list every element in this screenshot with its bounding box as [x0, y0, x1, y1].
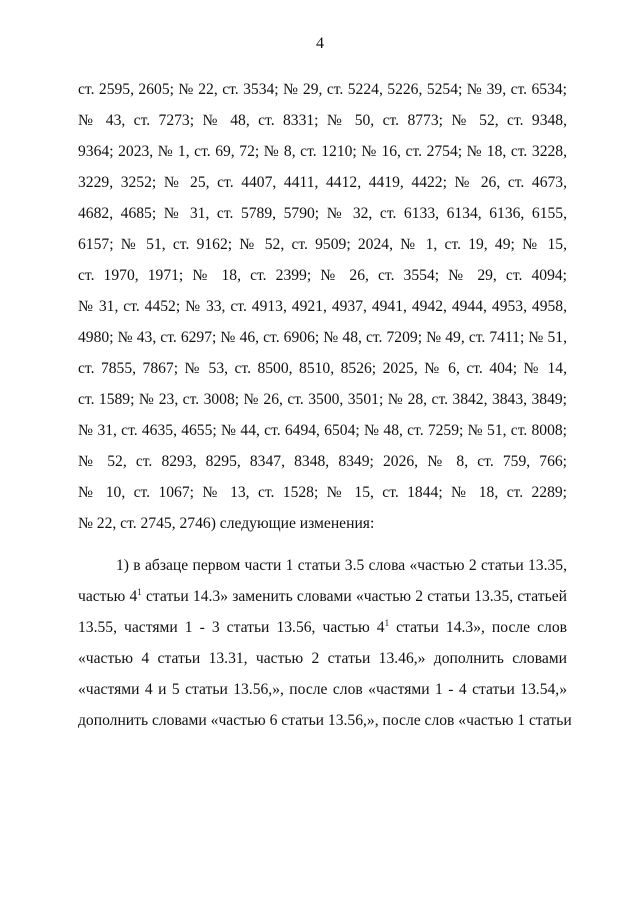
reference-line: № 43, ст. 7273; № 48, ст. 8331; № 50, ст. 8773; № 52, ст. 9348,	[78, 112, 567, 129]
amendment-line	[78, 615, 567, 646]
amendment-text: 13.55, частями 1 - 3 статьи 13.56, частью 4	[78, 619, 385, 636]
reference-line-last: № 22, ст. 2745, 2746) следующие изменения:	[78, 515, 375, 532]
amendment-line: 1) в абзаце первом части 1 статьи 3.5 слова «частью 2 статьи 13.35,	[116, 557, 567, 574]
superscript-index: 1	[384, 618, 390, 628]
reference-line: 4980; № 43, ст. 6297; № 46, ст. 6906; № 48, ст. 7209; № 49, ст. 7411; № 51,	[78, 329, 567, 346]
reference-line: ст. 1589; № 23, ст. 3008; № 26, ст. 3500, 3501; № 28, ст. 3842, 3843, 3849;	[78, 391, 567, 408]
reference-line: ст. 1970, 1971; № 18, ст. 2399; № 26, ст. 3554; № 29, ст. 4094;	[78, 267, 567, 284]
amendment-line: «частью 4 статьи 13.31, частью 2 статьи 13.46,» дополнить словами	[78, 650, 567, 667]
reference-line: № 31, ст. 4635, 4655; № 44, ст. 6494, 6504; № 48, ст. 7259; № 51, ст. 8008;	[78, 422, 567, 439]
amendment-text: статьи 14.3» заменить словами «частью 2 статьи 13.35, статьей	[141, 588, 567, 605]
amendment-line: «частями 4 и 5 статьи 13.56,», после слов «частями 1 - 4 статьи 13.54,»	[78, 681, 567, 698]
reference-line: 3229, 3252; № 25, ст. 4407, 4411, 4412, 4419, 4422; № 26, ст. 4673,	[78, 174, 567, 191]
reference-line: ст. 7855, 7867; № 53, ст. 8500, 8510, 8526; 2025, № 6, ст. 404; № 14,	[78, 360, 567, 377]
document-body	[78, 77, 572, 739]
superscript-index: 1	[137, 587, 142, 597]
amendment-line	[78, 584, 567, 615]
reference-line: 4682, 4685; № 31, ст. 5789, 5790; № 32, ст. 6133, 6134, 6136, 6155,	[78, 205, 567, 222]
reference-line: № 52, ст. 8293, 8295, 8347, 8348, 8349; 2026, № 8, ст. 759, 766;	[78, 453, 567, 470]
amendment-text: частью 4	[78, 588, 138, 605]
amendment-text: статьи 14.3», после слов	[389, 619, 567, 636]
reference-line: № 31, ст. 4452; № 33, ст. 4913, 4921, 4937, 4941, 4942, 4944, 4953, 4958,	[78, 298, 567, 315]
reference-line: № 10, ст. 1067; № 13, ст. 1528; № 15, ст. 1844; № 18, ст. 2289;	[78, 484, 567, 501]
page-number: 4	[316, 35, 324, 52]
reference-line: 9364; 2023, № 1, ст. 69, 72; № 8, ст. 1210; № 16, ст. 2754; № 18, ст. 3228,	[78, 143, 567, 160]
reference-line: ст. 2595, 2605; № 22, ст. 3534; № 29, ст. 5224, 5226, 5254; № 39, ст. 6534;	[78, 81, 567, 98]
reference-line: 6157; № 51, ст. 9162; № 52, ст. 9509; 2024, № 1, ст. 19, 49; № 15,	[78, 236, 567, 253]
paragraph-gap	[78, 542, 567, 553]
amendment-line: дополнить словами «частью 6 статьи 13.56,», после слов «частью 1 статьи	[78, 712, 572, 729]
